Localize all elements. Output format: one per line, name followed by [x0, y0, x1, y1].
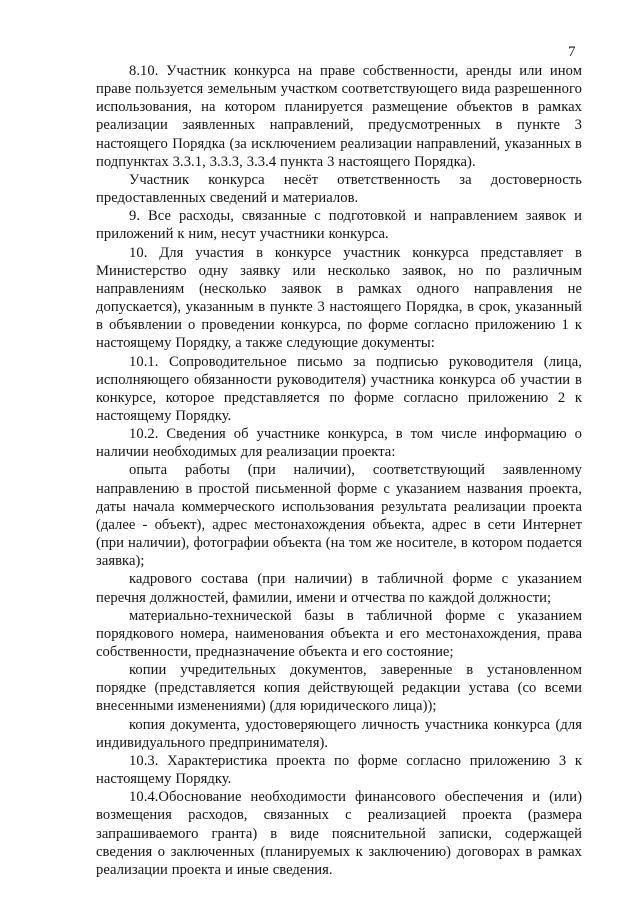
paragraph-8-10: 8.10. Участник конкурса на праве собственности, аренды или ином праве пользуется земельным участком соответствующего вида разрешенного использования, на котором планируется размещение объектов в рамках реализации заявленных направлений, предусмотренных в пункте 3 настоящего Порядка (за исключением реализации направлений, указанных в подпунктах 3.3.1, 3.3.3, 3.3.4 пункта 3 настоящего Порядка).: [96, 63, 582, 170]
paragraph-10-2: 10.2. Сведения об участнике конкурса, в том числе информацию о наличии необходимых для реализации проекта:: [96, 426, 582, 461]
list-item-experience: опыта работы (при наличии), соответствующий заявленному направлению в простой письменной форме с указанием названия проекта, даты начала коммерческого использования результата реализации проекта (далее - объект), адрес местонахождения объекта, адрес в сети Интернет (при наличии), фотографии объекта (на том же носителе, в котором подается заявка);: [96, 462, 582, 570]
list-item-material-base: материально-технической базы в табличной форме с указанием порядкового номера, наименования объекта и его местонахождения, права собственности, предназначение объекта и его состояние;: [96, 607, 582, 660]
paragraph-10-1: 10.1. Сопроводительное письмо за подписью руководителя (лица, исполняющего обязанности руководителя) участника конкурса об участии в конкурсе, которое представляется по форме согласно приложению 2 к настоящему Порядку.: [96, 353, 582, 424]
paragraph-10-3: 10.3. Характеристика проекта по форме согласно приложению 3 к настоящему Порядку.: [96, 752, 582, 788]
document-body: [96, 62, 582, 879]
list-item-founding-documents: копии учредительных документов, заверенные в установленном порядке (представляется копия действующей редакции устава (со всеми внесенными изменениями) (для юридического лица));: [96, 662, 582, 715]
list-item-identity-document: копия документа, удостоверяющего личность участника конкурса (для индивидуального предпринимателя).: [96, 716, 582, 751]
paragraph-10: 10. Для участия в конкурсе участник конкурса представляет в Министерство одну заявку или несколько заявок, но по различным направлениям (несколько заявок в рамках одного направления не допускается), указанным в пункте 3 настоящего Порядка, в срок, указанный в объявлении о проведении конкурса, по форме согласно приложению 1 к настоящему Порядку, а также следующие документы:: [96, 244, 582, 352]
list-item-staff: кадрового состава (при наличии) в табличной форме с указанием перечня должностей, фамилии, имени и отчества по каждой должности;: [96, 571, 582, 606]
paragraph-10-4: 10.4.Обоснование необходимости финансового обеспечения и (или) возмещения расходов, связанных с реализацией проекта (размера запрашиваемого гранта) в виде пояснительной записки, содержащей сведения о заключенных (планируемых к заключению) договорах в рамках реализации проекта и иные сведения.: [96, 789, 582, 878]
page-number: 7: [568, 44, 576, 60]
paragraph-responsibility: Участник конкурса несёт ответственность за достоверность предоставленных сведений и материалов.: [96, 171, 582, 207]
paragraph-9: 9. Все расходы, связанные с подготовкой и направлением заявок и приложений к ним, несут участники конкурса.: [96, 208, 582, 243]
